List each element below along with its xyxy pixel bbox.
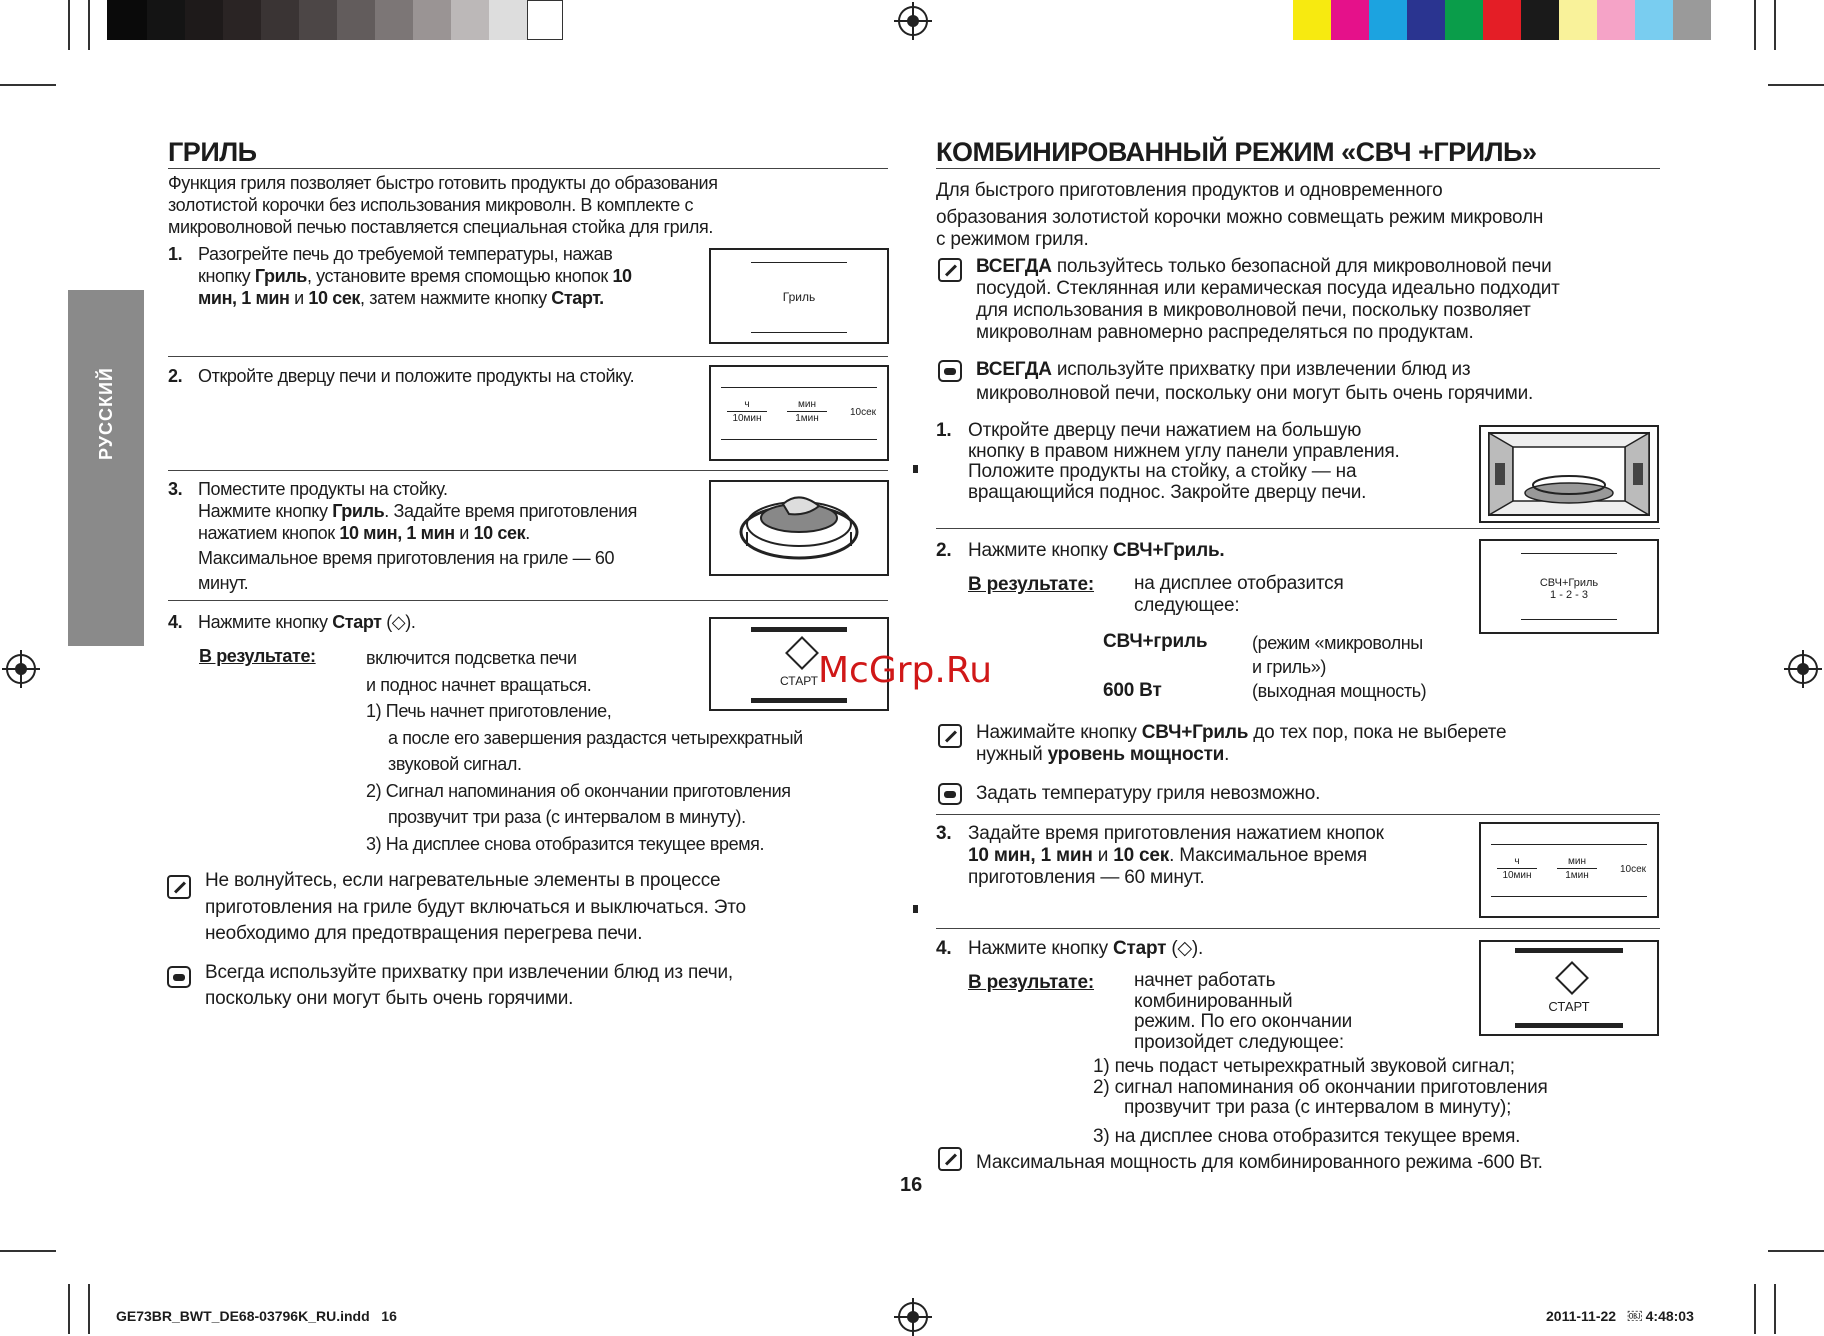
- oven-image: [1479, 425, 1659, 523]
- grill-intro: Функция гриля позволяет быстро готовить продукты до образования золотистой корочки без использования микроволн. В комплекте с микроволновой печью поставляется специальная стойка для гриля.: [168, 173, 718, 237]
- start-display: СТАРТ: [1479, 940, 1659, 1036]
- grill-note-mitt: Всегда используйте прихватку при извлечении блюд из печи, поскольку они могут быть очень горячими.: [205, 962, 733, 1009]
- page-number: 16: [900, 1174, 923, 1196]
- grill-step-4: 4. Нажмите кнопку Старт (◇).: [168, 612, 416, 632]
- grill-note-heating: Не волнуйтесь, если нагревательные элементы в процессе приготовления на гриле будут включаться и выключаться. Это необходимо для предотвращения перегрева печи.: [205, 870, 746, 944]
- caution-icon: [938, 783, 962, 805]
- combo-result-label: В результате:: [968, 972, 1095, 993]
- note-icon: [938, 724, 962, 748]
- combo-step-3: 3. Задайте время приготовления нажатием кнопок 10 мин, 1 мин и 10 сек. Максимальное время приготовления — 60 минут.: [936, 823, 1384, 888]
- registration-mark-right: [1788, 654, 1818, 684]
- mode-name: СВЧ+гриль: [1103, 631, 1208, 652]
- combo-title: КОМБИНИРОВАННЫЙ РЕЖИМ «СВЧ +ГРИЛЬ»: [936, 137, 1537, 167]
- grill-title: ГРИЛЬ: [168, 137, 257, 167]
- note-icon: [167, 875, 191, 899]
- combo-note-power: Нажимайте кнопку СВЧ+Гриль до тех пор, пока не выберете нужный уровень мощности.: [976, 722, 1507, 765]
- mode-desc: (режим «микроволны и гриль»): [1252, 633, 1423, 677]
- note-icon: [938, 1147, 962, 1171]
- combo-step-2-result: на дисплее отобразится следующее:: [1134, 573, 1344, 616]
- registration-mark-left: [6, 654, 36, 684]
- caution-icon: [938, 360, 962, 382]
- footer-date: 2011-11-22 ￼ 4:48:03: [1546, 1308, 1694, 1324]
- power-name: 600 Вт: [1103, 680, 1162, 701]
- combo-note-mitt: ВСЕГДА используйте прихватку при извлечении блюд из микроволновой печи, поскольку они могут быть очень горячими.: [976, 359, 1534, 404]
- grill-step-3: 3. Поместите продукты на стойку. Нажмите кнопку Гриль. Задайте время приготовления нажатием кнопок 10 мин, 1 мин и 10 сек. Максимальное время приготовления на гриле — 60 минут.: [168, 479, 637, 593]
- watermark: McGrp.Ru: [818, 650, 993, 691]
- time-buttons-display: ч 10мин мин 1мин 10сек: [1479, 822, 1659, 918]
- combo-result-label: В результате:: [968, 574, 1095, 595]
- grill-rack-image: [709, 480, 889, 576]
- combo-step-4-result: начнет работать комбинированный режим. По его окончании произойдет следующее:: [1134, 970, 1353, 1053]
- combo-step-1: 1. Откройте дверцу печи нажатием на большую кнопку в правом нижнем углу панели управления. Положите продукты на стойку, а стойку — на вращающийся поднос. Закройте дверцу печи.: [936, 420, 1400, 503]
- footer-file: GE73BR_BWT_DE68-03796K_RU.indd 16: [116, 1308, 397, 1324]
- grill-result-label: В результате:: [199, 646, 316, 666]
- grill-step-2: 2. Откройте дверцу печи и положите продукты на стойку.: [168, 366, 635, 386]
- power-desc: (выходная мощность): [1252, 681, 1427, 701]
- combo-note-cookware: ВСЕГДА пользуйтесь только безопасной для микроволновой печи посудой. Стеклянная или керамическая посуда идеально подходит для использования в микроволновой печи, поскольку позволяет микроволнам равномерно распределяться по продуктам.: [976, 256, 1560, 343]
- note-icon: [938, 258, 962, 282]
- combo-note-max-power: Максимальная мощность для комбинированного режима -600 Вт.: [976, 1152, 1543, 1173]
- combo-step-4: 4. Нажмите кнопку Старт (◇).: [936, 938, 1204, 959]
- registration-mark-top: [898, 6, 928, 36]
- combo-mode-display: СВЧ+Гриль 1 - 2 - 3: [1479, 539, 1659, 634]
- time-buttons-display: ч 10мин мин 1мин 10сек: [709, 365, 889, 461]
- grill-display: Гриль: [709, 248, 889, 344]
- combo-completion-list: 1) печь подаст четырехкратный звуковой сигнал; 2) сигнал напоминания об окончании приготовления прозвучит три раза (с интервалом в минуту); 3) на дисплее снова отобразится текущее время.: [1093, 1056, 1548, 1147]
- combo-note-temp: Задать температуру гриля невозможно.: [976, 783, 1321, 804]
- combo-step-2: 2. Нажмите кнопку СВЧ+Гриль.: [936, 540, 1225, 561]
- start-display: СТАРТ: [709, 617, 889, 711]
- grill-result: включится подсветка печи и поднос начнет вращаться. 1) Печь начнет приготовление, а после его завершения раздастся четырехкратный звуковой сигнал. 2) Сигнал напоминания об окончании приготовления прозвучит три раза (с интервалом в минуту). 3) На дисплее снова отобразится текущее время.: [366, 648, 803, 854]
- registration-mark-bottom: [898, 1302, 928, 1332]
- start-icon: [1555, 961, 1589, 995]
- caution-icon: [167, 966, 191, 988]
- combo-intro: Для быстрого приготовления продуктов и одновременного образования золотистой корочки можно совмещать режим микроволн с режимом гриля.: [936, 180, 1544, 250]
- language-label: РУССКИЙ: [96, 367, 116, 460]
- grill-step-1: 1. Разогрейте печь до требуемой температуры, нажав кнопку Гриль, установите время спомощью кнопок 10 мин, 1 мин и 10 сек, затем нажмите кнопку Старт.: [168, 244, 632, 308]
